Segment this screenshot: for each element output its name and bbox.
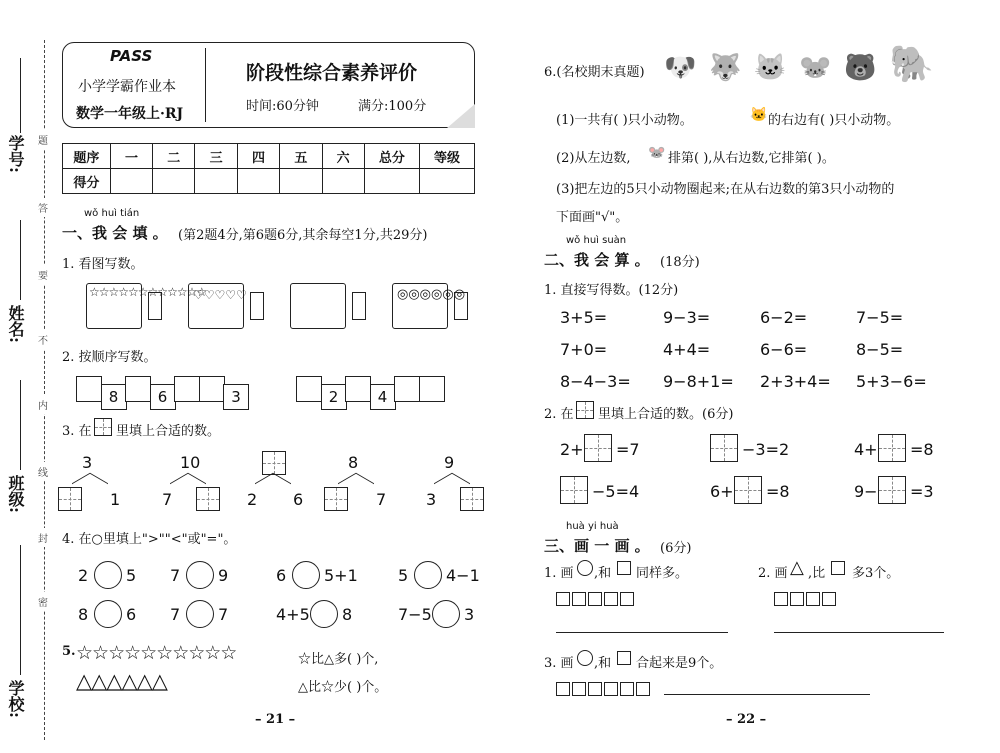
q3-label-post: 里填上合适的数。: [116, 424, 221, 439]
fill-pre: 2+: [560, 440, 584, 459]
compare-circle[interactable]: [186, 600, 214, 628]
grade-label: 数学一年级上·RJ: [76, 106, 184, 122]
compare-right: 9: [218, 566, 229, 585]
picture-box: [290, 283, 346, 329]
d3-answer-line[interactable]: [664, 694, 870, 695]
picture-box: ☆☆☆☆☆☆☆☆☆☆☆☆: [86, 283, 142, 329]
q6-s3a: (3)把左边的5只小动物圈起来;在从右边数的第3只小动物的: [556, 182, 895, 197]
score-input-cell[interactable]: [322, 169, 364, 194]
animal-icon-small-2: 🐭: [648, 145, 666, 161]
name-line[interactable]: [20, 220, 21, 300]
animal-icon: 🐻: [844, 53, 877, 83]
school-label: 学校:: [6, 680, 25, 718]
q6-label: 6.(名校期末真题): [544, 65, 645, 80]
animal-icon-small: 🐱: [750, 107, 768, 123]
calc-problem[interactable]: 5+3−6=: [856, 372, 927, 391]
drawn-square: [588, 682, 602, 696]
calc-problem[interactable]: 2+3+4=: [760, 372, 831, 391]
drawn-square: [556, 592, 570, 606]
calc-problem[interactable]: 6−6=: [760, 340, 808, 359]
score-header-cell: 三: [195, 144, 237, 169]
d1-a: 1. 画: [544, 566, 574, 581]
q3-box-sample: [94, 418, 112, 436]
square-sample: [617, 561, 631, 575]
full-score: 满分:100分: [358, 99, 427, 114]
q5-triangles: △△△△△△: [76, 669, 167, 693]
compare-right: 5: [126, 566, 137, 585]
answer-box[interactable]: [250, 292, 264, 320]
score-input-cell[interactable]: [195, 169, 237, 194]
score-input-cell[interactable]: [280, 169, 322, 194]
d2-a: 2. 画: [758, 566, 788, 581]
compare-left: 7: [170, 605, 181, 624]
circle-sample: [577, 560, 593, 576]
sequence-cell[interactable]: [394, 376, 420, 402]
tree-right-number: 1: [110, 490, 121, 509]
section3-pinyin: huà yi huà: [566, 521, 619, 532]
compare-circle[interactable]: [432, 600, 460, 628]
tree-right-number: 6: [293, 490, 304, 509]
time-limit: 时间:60分钟: [246, 99, 319, 114]
drawn-square: [620, 592, 634, 606]
calc-problem[interactable]: 4+4=: [663, 340, 711, 359]
sequence-cell: 3: [223, 384, 249, 410]
picture-box: ♡♡♡♡♡: [188, 283, 244, 329]
calc-problem[interactable]: 7−5=: [856, 308, 904, 327]
tree-top-box[interactable]: [262, 451, 286, 475]
score-header-cell: 总分: [364, 144, 419, 169]
d2-b: ,比: [808, 566, 826, 581]
q1-label: 1. 看图写数。: [62, 257, 144, 272]
sequence-cell[interactable]: [199, 376, 225, 402]
tree-left-number: 7: [162, 490, 173, 509]
score-header-cell: 等级: [419, 144, 474, 169]
compare-left: 8: [78, 605, 89, 624]
q6-s1[interactable]: (1)一共有( )只小动物。: [556, 113, 693, 128]
d1-b: ,和: [594, 566, 612, 581]
d3-a: 3. 画: [544, 656, 574, 671]
tree-top-number: 3: [82, 453, 93, 472]
compare-left: 6: [276, 566, 287, 585]
c2-label-post: 里填上合适的数。(6分): [598, 407, 734, 422]
triangle-sample: △: [790, 557, 804, 578]
q5-line1[interactable]: ☆比△多( )个,: [298, 652, 379, 667]
sequence-cell: 2: [321, 384, 347, 410]
sequence-cell[interactable]: [174, 376, 200, 402]
c2-box-sample: [576, 401, 594, 419]
drawn-square: [620, 682, 634, 696]
compare-circle[interactable]: [94, 561, 122, 589]
q3-label-pre: 3. 在: [62, 424, 92, 439]
sequence-cell[interactable]: [296, 376, 322, 402]
q5-line2[interactable]: △比☆少( )个。: [298, 680, 388, 695]
page-title: 阶段性综合素养评价: [246, 62, 418, 84]
q6-s3b: 下面画"√"。: [556, 210, 629, 225]
student-id-label: 学号:: [6, 135, 25, 173]
drawn-square: [790, 592, 804, 606]
tree-right-box[interactable]: [460, 487, 484, 511]
score-input-cell[interactable]: [364, 169, 419, 194]
q6-s1b[interactable]: 的右边有( )只小动物。: [768, 113, 900, 128]
fill-post: =8: [910, 440, 934, 459]
q5-label: 5.: [62, 644, 76, 659]
drawn-square: [572, 592, 586, 606]
calc-problem[interactable]: 8−4−3=: [560, 372, 631, 391]
c2-label-pre: 2. 在: [544, 407, 574, 422]
binding-char: 要: [38, 265, 48, 284]
compare-left: 5: [398, 566, 409, 585]
score-header-cell: 一: [110, 144, 152, 169]
sequence-cell: 6: [150, 384, 176, 410]
fill-post: =7: [616, 440, 640, 459]
c1-label: 1. 直接写得数。(12分): [544, 283, 679, 298]
binding-char: 线: [38, 462, 48, 481]
calc-problem[interactable]: 8−5=: [856, 340, 904, 359]
d2-answer-line[interactable]: [774, 632, 944, 633]
d3-c: 合起来是9个。: [636, 656, 723, 671]
binding-char: 答: [38, 198, 48, 217]
compare-right: 6: [126, 605, 137, 624]
compare-right: 7: [218, 605, 229, 624]
compare-left: 7−5: [398, 605, 432, 624]
compare-circle[interactable]: [94, 600, 122, 628]
tree-right-number: 7: [376, 490, 387, 509]
animal-icon: 🐭: [799, 53, 832, 83]
circle-sample-2: [577, 650, 593, 666]
compare-left: 2: [78, 566, 89, 585]
page-number-left: – 21 –: [255, 712, 296, 727]
score-header-cell: 四: [237, 144, 279, 169]
sequence-cell[interactable]: [125, 376, 151, 402]
section2-pinyin: wǒ huì suàn: [566, 235, 627, 246]
d2-c: 多3个。: [852, 566, 900, 581]
q2-sequence-2: [296, 376, 443, 410]
fill-post: −5=4: [592, 482, 640, 501]
tree-branch-right: [273, 473, 291, 494]
tree-top-number: 10: [180, 453, 201, 472]
tree-left-box[interactable]: [58, 487, 82, 511]
animal-icon: 🐶: [664, 53, 697, 83]
compare-left: 4+5: [276, 605, 310, 624]
section2-title: 二、我 会 算 。: [544, 251, 650, 269]
drawn-square: [774, 592, 788, 606]
fill-pre: 4+: [854, 440, 878, 459]
animal-icon: 🐱: [754, 53, 787, 83]
score-header-cell: 二: [153, 144, 195, 169]
section3-title: 三、画 一 画 。: [544, 537, 650, 555]
binding-char: 不: [38, 330, 48, 349]
tree-top-number: 8: [348, 453, 359, 472]
sequence-cell[interactable]: [419, 376, 445, 402]
fill-post: =3: [910, 482, 934, 501]
drawn-square: [572, 682, 586, 696]
compare-circle[interactable]: [186, 561, 214, 589]
drawn-square: [604, 592, 618, 606]
fill-pre: 9−: [854, 482, 878, 501]
d3-b: ,和: [594, 656, 612, 671]
drawn-square: [556, 682, 570, 696]
q2-sequence-1: [76, 376, 248, 410]
score-input-cell[interactable]: [153, 169, 195, 194]
name-label: 姓名:: [6, 305, 25, 343]
page-curl: [447, 104, 475, 128]
header-divider: [205, 48, 206, 122]
fill-pre: 6+: [710, 482, 734, 501]
section1-title: 一、我 会 填 。: [62, 224, 168, 242]
square-sample-2: [831, 561, 845, 575]
calc-problem[interactable]: 3+5=: [560, 308, 608, 327]
calc-problem[interactable]: 9−3=: [663, 308, 711, 327]
binding-char: 内: [38, 395, 48, 414]
student-id-line[interactable]: [20, 58, 21, 133]
score-table: [62, 143, 475, 194]
class-label: 班级:: [6, 475, 25, 513]
sequence-cell[interactable]: [345, 376, 371, 402]
fill-box[interactable]: [710, 434, 738, 462]
school-line[interactable]: [20, 545, 21, 675]
fill-box[interactable]: [734, 476, 762, 504]
series-name: 小学学霸作业本: [78, 79, 176, 95]
fill-box[interactable]: [878, 434, 906, 462]
calc-problem[interactable]: 9−8+1=: [663, 372, 734, 391]
tree-branch-left: [434, 473, 452, 494]
compare-circle[interactable]: [414, 561, 442, 589]
tree-branch-left: [170, 473, 188, 494]
section1-note: (第2题4分,第6题6分,其余每空1分,共29分): [178, 228, 428, 243]
drawn-square: [822, 592, 836, 606]
q6-s2a: (2)从左边数,: [556, 151, 631, 166]
answer-box[interactable]: [454, 292, 468, 320]
answer-box[interactable]: [352, 292, 366, 320]
score-input-cell[interactable]: [110, 169, 152, 194]
picture-box: ◎◎◎◎◎◎: [392, 283, 448, 329]
tree-branch-left: [255, 473, 273, 494]
tree-left-number: 2: [247, 490, 258, 509]
compare-right: 8: [342, 605, 353, 624]
sequence-cell: 4: [370, 384, 396, 410]
square-sample-3: [617, 651, 631, 665]
q4-label: 4. 在○里填上">""<"或"="。: [62, 532, 237, 547]
tree-top-number: 9: [444, 453, 455, 472]
drawn-square: [588, 592, 602, 606]
compare-circle[interactable]: [292, 561, 320, 589]
score-header-cell: 六: [322, 144, 364, 169]
compare-circle[interactable]: [310, 600, 338, 628]
d1-c: 同样多。: [636, 566, 689, 581]
compare-right: 4−1: [446, 566, 480, 585]
score-header-cell: 五: [280, 144, 322, 169]
drawn-square: [806, 592, 820, 606]
page-number-right: – 22 –: [726, 712, 767, 727]
tree-left-box[interactable]: [324, 487, 348, 511]
score-header-cell: 题序: [63, 144, 111, 169]
calc-problem[interactable]: 6−2=: [760, 308, 808, 327]
section3-note: (6分): [660, 541, 692, 556]
drawn-square: [604, 682, 618, 696]
binding-char: 题: [38, 130, 48, 149]
sequence-cell[interactable]: [76, 376, 102, 402]
q2-label: 2. 按顺序写数。: [62, 350, 157, 365]
fill-post: −3=2: [742, 440, 790, 459]
class-line[interactable]: [20, 380, 21, 470]
tree-branch-right: [356, 473, 374, 494]
fill-box[interactable]: [560, 476, 588, 504]
score-input-cell[interactable]: [419, 169, 474, 194]
fill-box[interactable]: [584, 434, 612, 462]
section1-pinyin: wǒ huì tián: [84, 208, 140, 219]
section2-note: (18分): [660, 255, 700, 270]
tree-right-box[interactable]: [196, 487, 220, 511]
sequence-cell: 8: [101, 384, 127, 410]
q6-s2b[interactable]: 排第( ),从右边数,它排第( )。: [668, 151, 835, 166]
d1-answer-line[interactable]: [556, 632, 728, 633]
tree-left-number: 3: [426, 490, 437, 509]
fill-box[interactable]: [878, 476, 906, 504]
brand-logo: PASS: [110, 47, 153, 65]
calc-problem[interactable]: 7+0=: [560, 340, 608, 359]
score-row-label: 得分: [63, 169, 111, 194]
answer-box[interactable]: [148, 292, 162, 320]
score-input-cell[interactable]: [237, 169, 279, 194]
fill-post: =8: [766, 482, 790, 501]
q5-stars: ☆☆☆☆☆☆☆☆☆☆: [76, 642, 237, 664]
compare-right: 5+1: [324, 566, 358, 585]
compare-left: 7: [170, 566, 181, 585]
compare-right: 3: [464, 605, 475, 624]
animal-icon: 🐺: [709, 53, 742, 83]
tree-branch-right: [90, 473, 108, 494]
drawn-square: [636, 682, 650, 696]
animal-icon: 🐘: [889, 44, 934, 85]
binding-char: 密: [38, 592, 48, 611]
binding-char: 封: [38, 528, 48, 547]
